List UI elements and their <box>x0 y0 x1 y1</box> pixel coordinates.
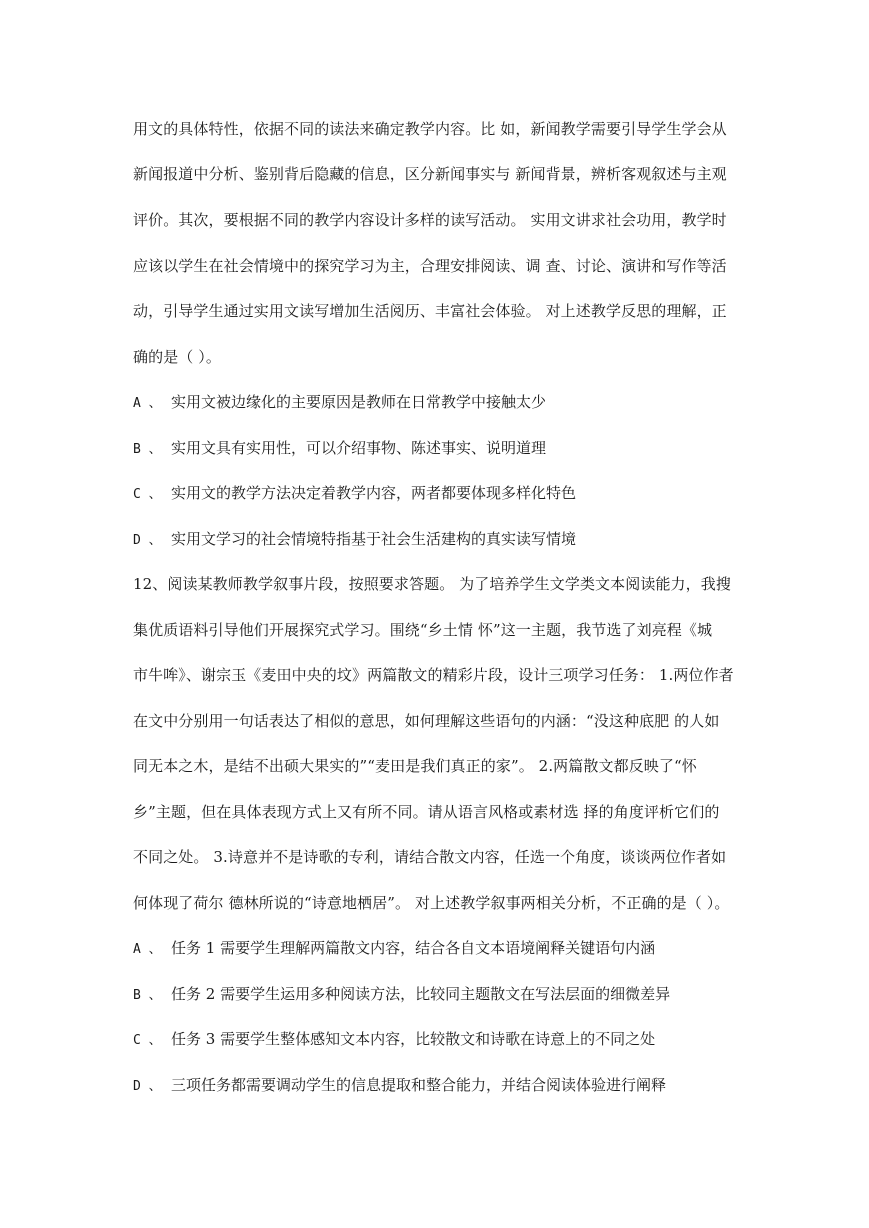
q12-line-8: 何体现了荷尔 德林所说的“诗意地栖居”。 对上述教学叙事两相关分析，不正确的是（ ）。 <box>133 894 730 912</box>
q12-line-4: 在文中分别用一句话表达了相似的意思，如何理解这些语句的内涵：“没这种底肥 的人如 <box>133 712 720 730</box>
option-text: 实用文学习的社会情境特指基于社会生活建构的真实读写情境 <box>171 530 577 548</box>
q12-line-7: 不同之处。 3.诗意并不是诗歌的专利，请结合散文内容，任选一个角度，谈谈两位作者如 <box>133 848 727 866</box>
q12-line-2: 集优质语料引导他们开展探究式学习。围绕“乡土情 怀”这一主题，我节选了刘亮程《城 <box>133 621 713 639</box>
option-letter: B 、 <box>133 988 162 1003</box>
q12-option-a <box>133 938 743 960</box>
option-letter: A 、 <box>133 942 162 957</box>
q12-option-c <box>133 1029 743 1051</box>
option-text: 实用文被边缘化的主要原因是教师在日常教学中接触太少 <box>171 393 547 411</box>
q11-line-4: 应该以学生在社会情境中的探究学习为主，合理安排阅读、调 查、讨论、演讲和写作等活 <box>133 257 727 275</box>
option-text: 任务 2 需要学生运用多种阅读方法，比较同主题散文在写法层面的细微差异 <box>171 985 671 1003</box>
q11-line-5: 动，引导学生通过实用文读写增加生活阅历、丰富社会体验。 对上述教学反思的理解，正 <box>133 302 727 320</box>
option-text: 实用文的教学方法决定着教学内容，两者都要体现多样化特色 <box>171 484 577 502</box>
q12-line-6: 乡”主题，但在具体表现方式上又有所不同。请从语言风格或素材选 择的角度评析它们的 <box>133 803 720 821</box>
option-text: 任务 3 需要学生整体感知文本内容，比较散文和诗歌在诗意上的不同之处 <box>171 1030 656 1048</box>
q11-option-d <box>133 529 743 551</box>
option-letter: D 、 <box>133 1079 162 1094</box>
q11-line-3: 评价。其次，要根据不同的教学内容设计多样的读写活动。 实用文讲求社会功用，教学时 <box>133 211 727 229</box>
option-letter: C 、 <box>133 1033 162 1048</box>
option-text: 任务 1 需要学生理解两篇散文内容，结合各自文本语境阐释关键语句内涵 <box>171 939 656 957</box>
q11-option-a <box>133 392 743 414</box>
q11-option-b <box>133 438 743 460</box>
q11-line-6: 确的是（ ）。 <box>133 348 221 366</box>
option-text: 三项任务都需要调动学生的信息提取和整合能力，并结合阅读体验进行阐释 <box>171 1076 667 1094</box>
q11-line-2: 新闻报道中分析、鉴别背后隐藏的信息，区分新闻事实与 新闻背景，辨析客观叙述与主观 <box>133 165 727 183</box>
option-letter: A 、 <box>133 396 162 411</box>
q11-line-1: 用文的具体特性，依据不同的读法来确定教学内容。比 如，新闻教学需要引导学生学会从 <box>133 120 727 138</box>
q12-line-1: 12、阅读某教师教学叙事片段，按照要求答题。 为了培养学生文学类文本阅读能力，我搜 <box>133 575 731 593</box>
q12-option-b <box>133 984 743 1006</box>
q12-option-d <box>133 1075 743 1097</box>
option-text: 实用文具有实用性，可以介绍事物、陈述事实、说明道理 <box>171 439 547 457</box>
option-letter: C 、 <box>133 487 162 502</box>
q12-line-3: 市牛哞》、谢宗玉《麦田中央的坟》两篇散文的精彩片段，设计三项学习任务： 1.两位作者 <box>133 666 734 684</box>
q12-line-5: 同无本之木，是结不出硕大果实的”“麦田是我们真正的家”。 2.两篇散文都反映了“怀 <box>133 757 697 775</box>
q11-option-c <box>133 483 743 505</box>
option-letter: D 、 <box>133 533 162 548</box>
option-letter: B 、 <box>133 442 162 457</box>
